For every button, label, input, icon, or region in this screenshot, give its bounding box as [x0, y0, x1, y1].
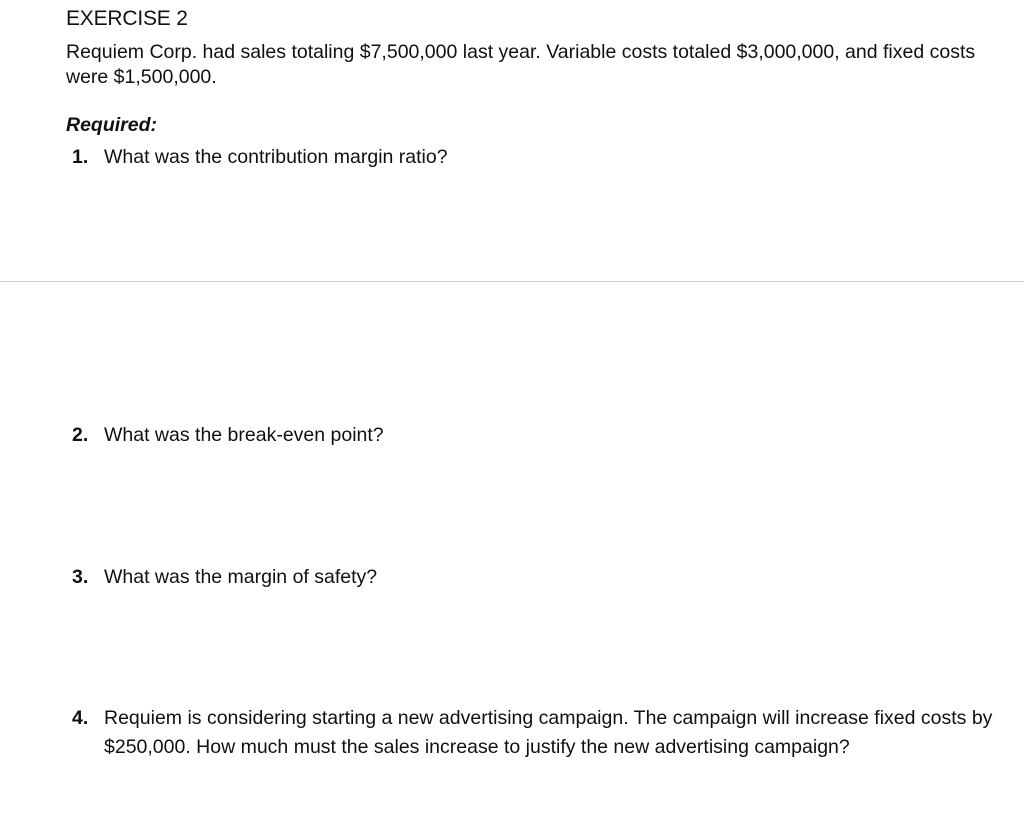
page-divider — [0, 281, 1024, 282]
question-text: What was the break-even point? — [104, 424, 384, 446]
question-number: 1. — [72, 146, 89, 168]
question-number: 3. — [72, 566, 89, 588]
question-item — [72, 704, 997, 762]
question-item — [72, 143, 997, 172]
exercise-title: EXERCISE 2 — [66, 7, 188, 30]
question-number: 4. — [72, 707, 89, 729]
exercise-intro: Requiem Corp. had sales totaling $7,500,000 last year. Variable costs totaled $3,000,000, and fixed costs were $1,500,000. — [66, 41, 976, 88]
question-text: What was the margin of safety? — [104, 566, 378, 588]
question-text: What was the contribution margin ratio? — [104, 146, 448, 168]
required-label: Required: — [66, 114, 158, 136]
question-text: Requiem is considering starting a new advertising campaign. The campaign will increase fixed costs by $250,000. How much must the sales increase to justify the new advertising campaign? — [104, 707, 993, 758]
question-item — [72, 563, 997, 592]
question-item — [72, 421, 997, 450]
question-number: 2. — [72, 424, 89, 446]
